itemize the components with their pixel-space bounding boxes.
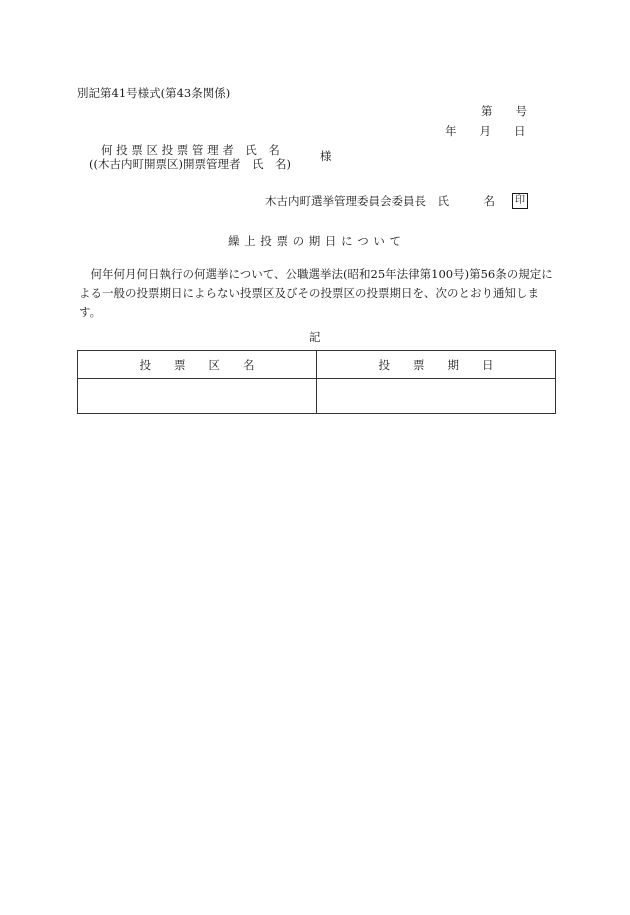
ki-heading: 記	[309, 330, 321, 344]
cell-district-name[interactable]	[78, 379, 317, 414]
header-voting-date: 投 票 期 日	[317, 351, 556, 379]
document-date: 年 月 日	[445, 124, 526, 138]
seal-mark: 印	[512, 193, 528, 209]
document-subject: 繰 上 投 票 の 期 日 に つ い て	[228, 234, 402, 248]
table-row	[78, 379, 556, 414]
body-paragraph: 何年何月何日執行の何選挙について、公職選挙法(昭和25年法律第100号)第56条の規定による一般の投票期日によらない投票区及びその投票区の投票期日を、次のとおり通知します。	[79, 267, 553, 319]
document-number: 第 号	[481, 104, 527, 118]
addressee-line-2: ((木古内町開票区)開票管理者 氏 名)	[89, 157, 291, 171]
table-header-row	[78, 351, 556, 379]
header-district-name: 投 票 区 名	[78, 351, 317, 379]
voting-table	[77, 350, 556, 414]
sender-title: 木古内町選挙管理委員会委員長 氏 名	[265, 194, 495, 208]
addressee-line-1: 何 投 票 区 投 票 管 理 者 氏 名	[101, 143, 280, 157]
form-number: 別記第41号様式(第43条関係)	[77, 86, 231, 100]
cell-voting-date[interactable]	[317, 379, 556, 414]
addressee-honorific: 様	[320, 149, 332, 163]
